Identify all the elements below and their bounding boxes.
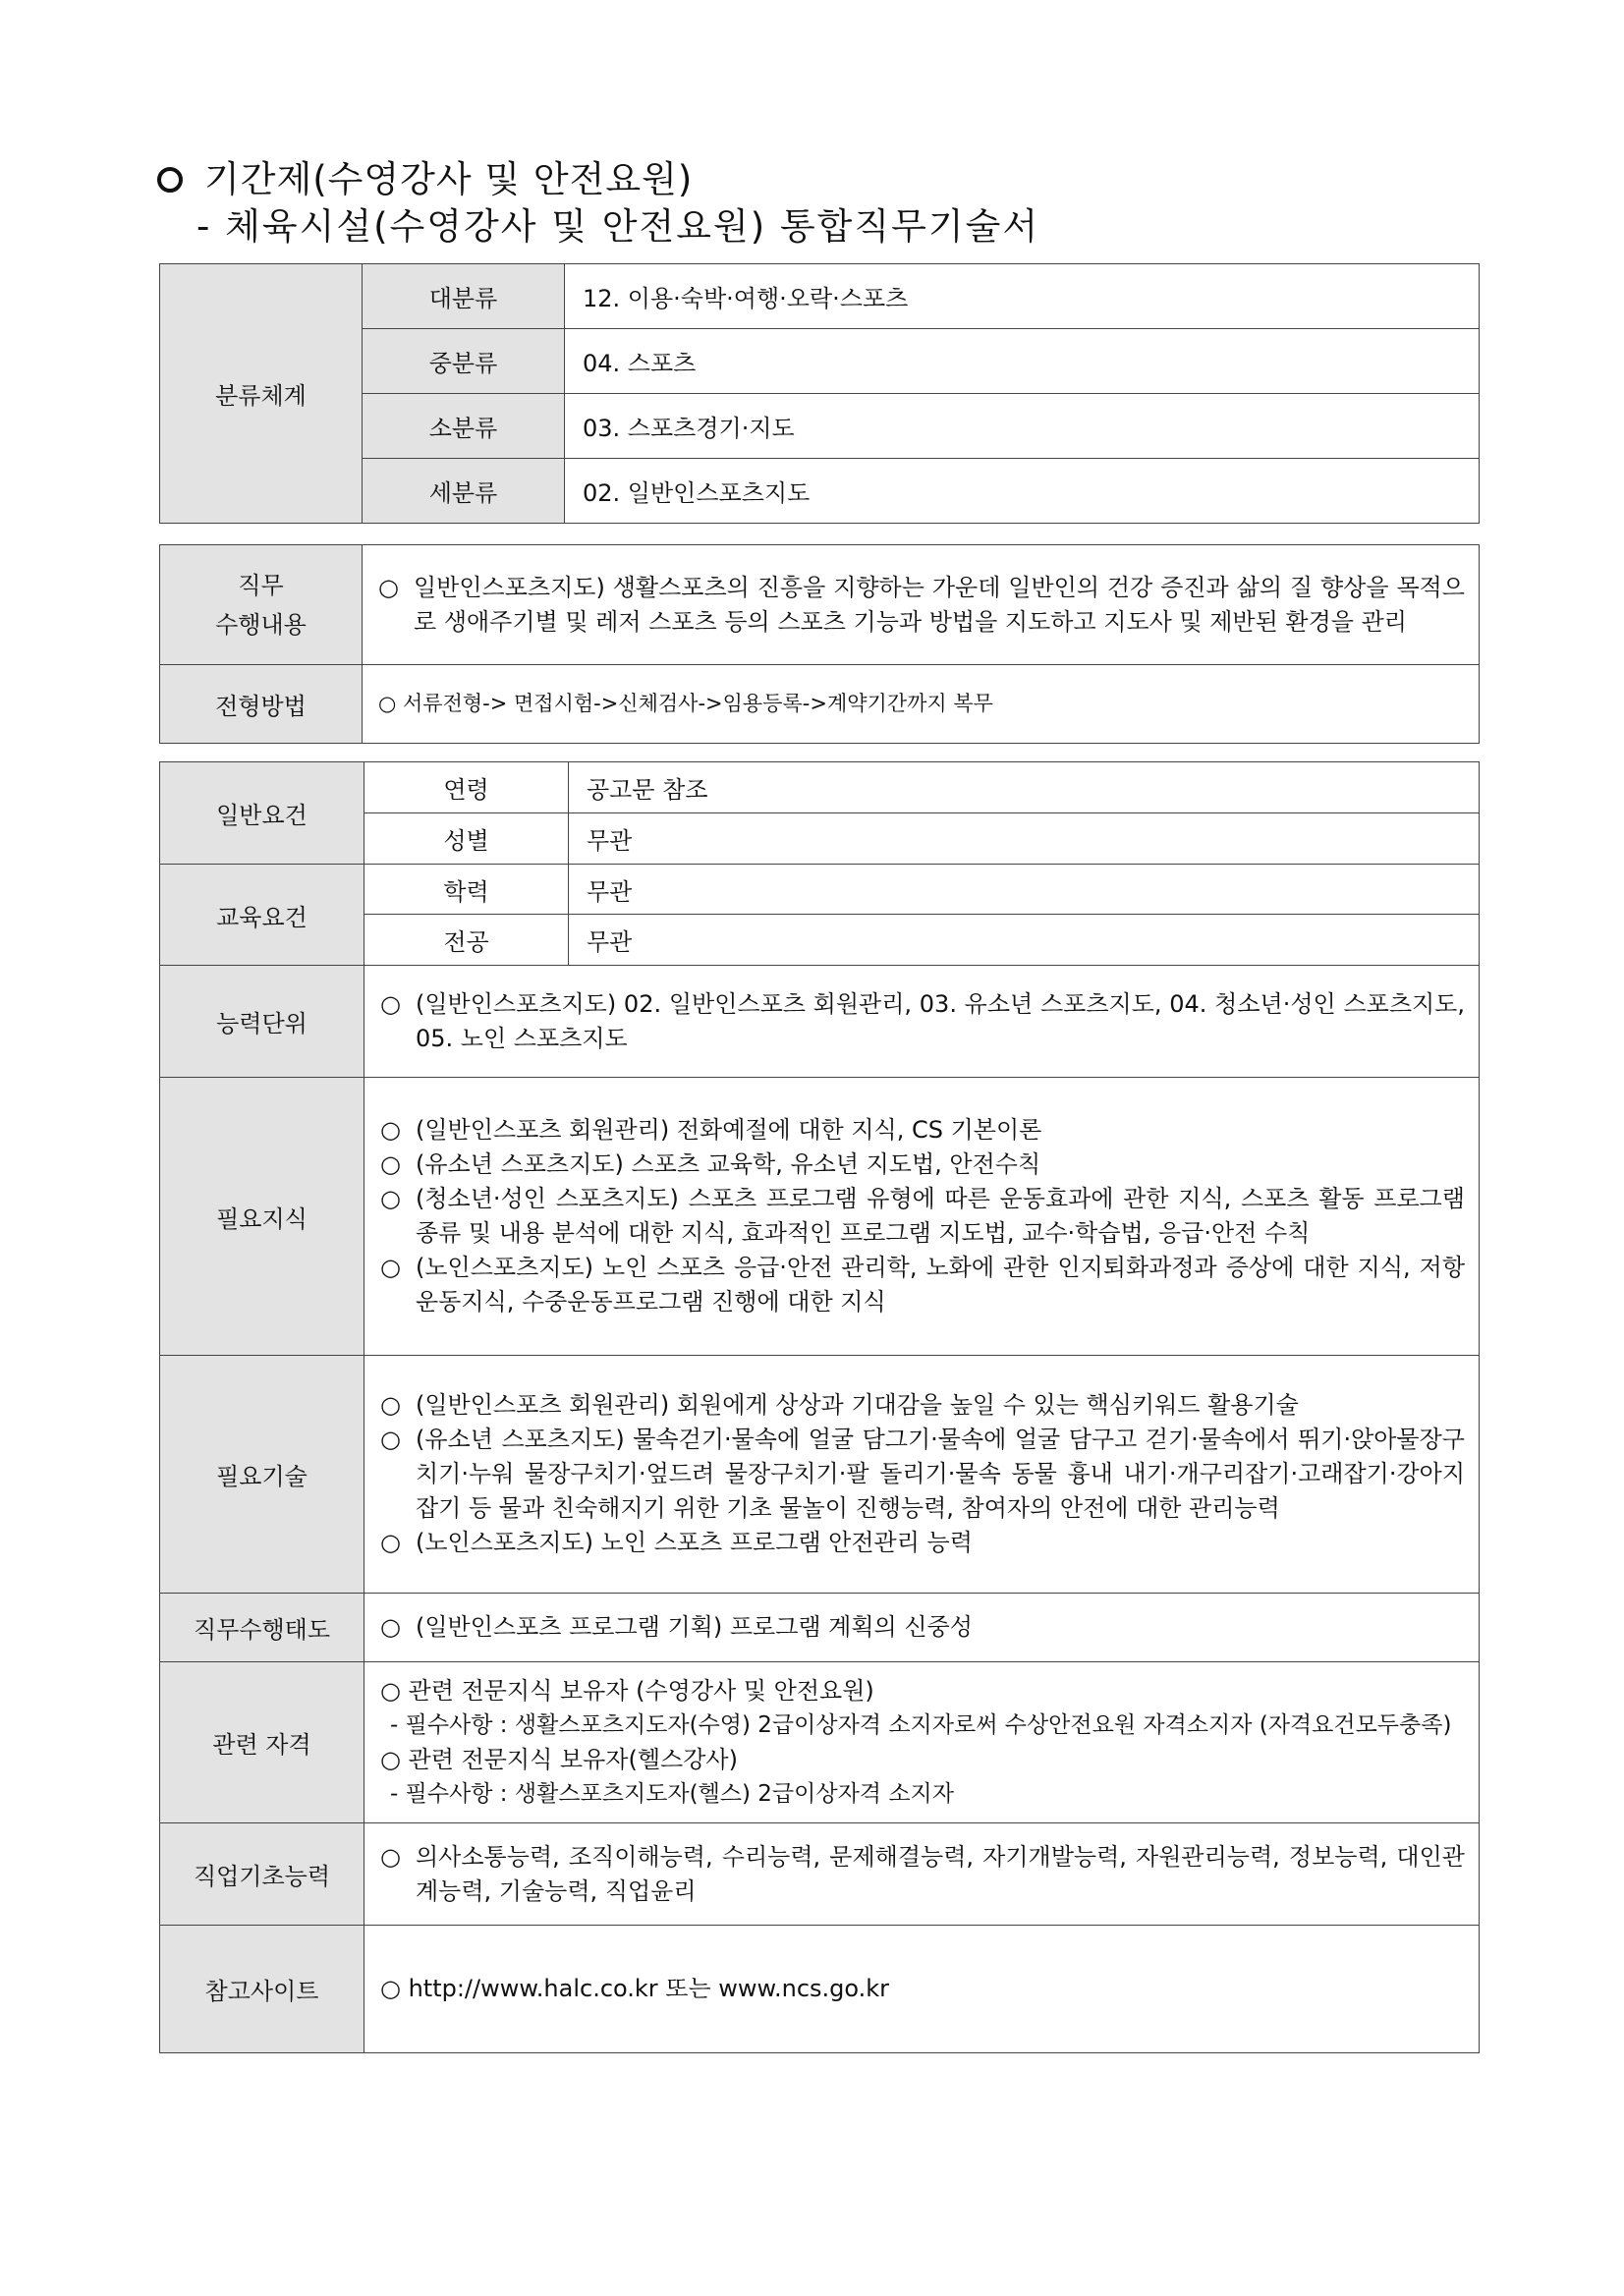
bullet-circle-icon: ○ <box>378 573 399 601</box>
duty-label-line2: 수행내용 <box>215 610 307 639</box>
certification-line: - 필수사항 : 생활스포츠지도자(수영) 2급이상자격 소지자로써 수상안전요원 자격소지자 (자격요건모두충족) <box>390 1711 1452 1738</box>
ability-unit-label: 능력단위 <box>160 966 364 1078</box>
basic-ability-text: 의사소통능력, 조직이해능력, 수리능력, 문제해결능력, 자기개발능력, 자원관리능력, 정보능력, 대인관계능력, 기술능력, 직업윤리 <box>416 1842 1465 1905</box>
knowledge-label: 필요지식 <box>160 1078 364 1356</box>
classification-table <box>159 263 1480 524</box>
classification-label: 분류체계 <box>160 264 363 524</box>
skill-item <box>380 1388 1465 1423</box>
bullet-circle-icon: ○ <box>380 1116 401 1144</box>
knowledge-text: (청소년·성인 스포츠지도) 스포츠 프로그램 유형에 따른 운동효과에 관한 지식, 스포츠 활동 프로그램 종류 및 내용 분석에 대한 지식, 효과적인 프로그램 지도법, 교수·학습법, 응급·안전 수칙 <box>416 1185 1465 1247</box>
basic-ability-item <box>380 1840 1465 1909</box>
category-detail-value: 02. 일반인스포츠지도 <box>565 459 1480 524</box>
skill-item <box>380 1423 1465 1526</box>
general-req-label: 일반요건 <box>160 762 364 865</box>
attitude-label: 직무수행태도 <box>160 1594 364 1662</box>
gender-value: 무관 <box>569 813 1480 865</box>
bullet-circle-icon: ○ <box>380 989 401 1018</box>
knowledge-content <box>364 1078 1480 1356</box>
document-subtitle: - 체육시설(수영강사 및 안전요원) 통합직무기술서 <box>196 205 1040 248</box>
knowledge-text: (노인스포츠지도) 노인 스포츠 응급·안전 관리학, 노화에 관한 인지퇴화과정과 증상에 대한 지식, 저항운동지식, 수중운동프로그램 진행에 대한 지식 <box>416 1254 1465 1316</box>
certification-line: ○ 관련 전문지식 보유자(헬스강사) <box>380 1745 738 1773</box>
ability-unit-content <box>364 966 1480 1078</box>
duty-label-line1: 직무 <box>238 571 284 599</box>
basic-ability-content <box>364 1823 1480 1926</box>
skill-text: (노인스포츠지도) 노인 스포츠 프로그램 안전관리 능력 <box>416 1529 973 1556</box>
bullet-circle-icon: ○ <box>380 1426 401 1453</box>
category-major-label: 대분류 <box>363 264 565 329</box>
gender-label: 성별 <box>364 813 569 865</box>
age-value: 공고문 참조 <box>569 762 1480 813</box>
knowledge-item <box>380 1251 1465 1319</box>
selection-text: ○ 서류전형-> 면접시험->신체검사->임용등록->계약기간까지 복무 <box>363 665 1480 744</box>
knowledge-item <box>380 1148 1465 1182</box>
skill-label: 필요기술 <box>160 1356 364 1594</box>
bullet-circle-icon: ○ <box>380 1150 401 1178</box>
bullet-circle-icon: ○ <box>380 1529 401 1556</box>
category-middle-value: 04. 스포츠 <box>565 329 1480 394</box>
reference-site-text: ○ http://www.halc.co.kr 또는 www.ncs.go.kr <box>364 1926 1480 2053</box>
ability-text: (일반인스포츠지도) 02. 일반인스포츠 회원관리, 03. 유소년 스포츠지도, 04. 청소년·성인 스포츠지도, 05. 노인 스포츠지도 <box>416 989 1465 1052</box>
certification-line: - 필수사항 : 생활스포츠지도자(헬스) 2급이상자격 소지자 <box>390 1780 954 1807</box>
bullet-circle-icon: ○ <box>380 1842 401 1871</box>
selection-label: 전형방법 <box>160 665 363 744</box>
document-title <box>157 149 693 202</box>
bullet-circle-icon: ○ <box>380 1391 401 1419</box>
duty-table <box>159 544 1480 744</box>
major-label: 전공 <box>364 915 569 966</box>
knowledge-item <box>380 1113 1465 1148</box>
knowledge-text: (일반인스포츠 회원관리) 전화예절에 대한 지식, CS 기본이론 <box>416 1116 1042 1144</box>
degree-value: 무관 <box>569 865 1480 915</box>
document-title-text: 기간제(수영강사 및 안전요원) <box>204 158 694 200</box>
category-minor-label: 소분류 <box>363 394 565 459</box>
attitude-content <box>364 1594 1480 1662</box>
duty-item <box>378 571 1465 640</box>
education-req-label: 교육요건 <box>160 865 364 966</box>
duty-label <box>160 545 363 665</box>
requirements-table <box>159 761 1480 2053</box>
duty-text: 일반인스포츠지도) 생활스포츠의 진흥을 지향하는 가운데 일반인의 건강 증진과 삶의 질 향상을 목적으로 생애주기별 및 레저 스포츠 등의 스포츠 기능과 방법을 지도하고 지도사 및 제반된 환경을 관리 <box>414 573 1465 636</box>
circle-bullet-icon <box>157 167 183 193</box>
age-label: 연령 <box>364 762 569 813</box>
skill-item <box>380 1526 1465 1560</box>
skill-text: (일반인스포츠 회원관리) 회원에게 상상과 기대감을 높일 수 있는 핵심키워드 활용기술 <box>416 1391 1299 1419</box>
certification-content <box>364 1662 1480 1823</box>
knowledge-item <box>380 1182 1465 1251</box>
category-middle-label: 중분류 <box>363 329 565 394</box>
knowledge-text: (유소년 스포츠지도) 스포츠 교육학, 유소년 지도법, 안전수칙 <box>416 1150 1041 1178</box>
certification-label: 관련 자격 <box>160 1662 364 1823</box>
category-minor-value: 03. 스포츠경기·지도 <box>565 394 1480 459</box>
basic-ability-label: 직업기초능력 <box>160 1823 364 1926</box>
reference-site-label: 참고사이트 <box>160 1926 364 2053</box>
skill-text: (유소년 스포츠지도) 물속걷기·물속에 얼굴 담그기·물속에 얼굴 담구고 걷기·물속에서 뛰기·앉아물장구치기·누워 물장구치기·엎드려 물장구치기·팔 돌리기·물속 동물 흉내 내기·개구리잡기·고래잡기·강아지잡기 등 물과 친숙해지기 위한 기초 물놀이 진행능력, 참여자의 안전에 대한 관리능력 <box>416 1426 1465 1522</box>
category-major-value: 12. 이용·숙박·여행·오락·스포츠 <box>565 264 1480 329</box>
attitude-text: (일반인스포츠 프로그램 기획) 프로그램 계획의 신중성 <box>416 1613 973 1641</box>
skill-content <box>364 1356 1480 1594</box>
duty-content <box>363 545 1480 665</box>
bullet-circle-icon: ○ <box>380 1254 401 1281</box>
bullet-circle-icon: ○ <box>380 1613 401 1641</box>
attitude-item <box>380 1610 1465 1645</box>
bullet-circle-icon: ○ <box>380 1185 401 1212</box>
ability-item <box>380 987 1465 1056</box>
degree-label: 학력 <box>364 865 569 915</box>
major-value: 무관 <box>569 915 1480 966</box>
category-detail-label: 세분류 <box>363 459 565 524</box>
certification-line: ○ 관련 전문지식 보유자 (수영강사 및 안전요원) <box>380 1676 874 1705</box>
